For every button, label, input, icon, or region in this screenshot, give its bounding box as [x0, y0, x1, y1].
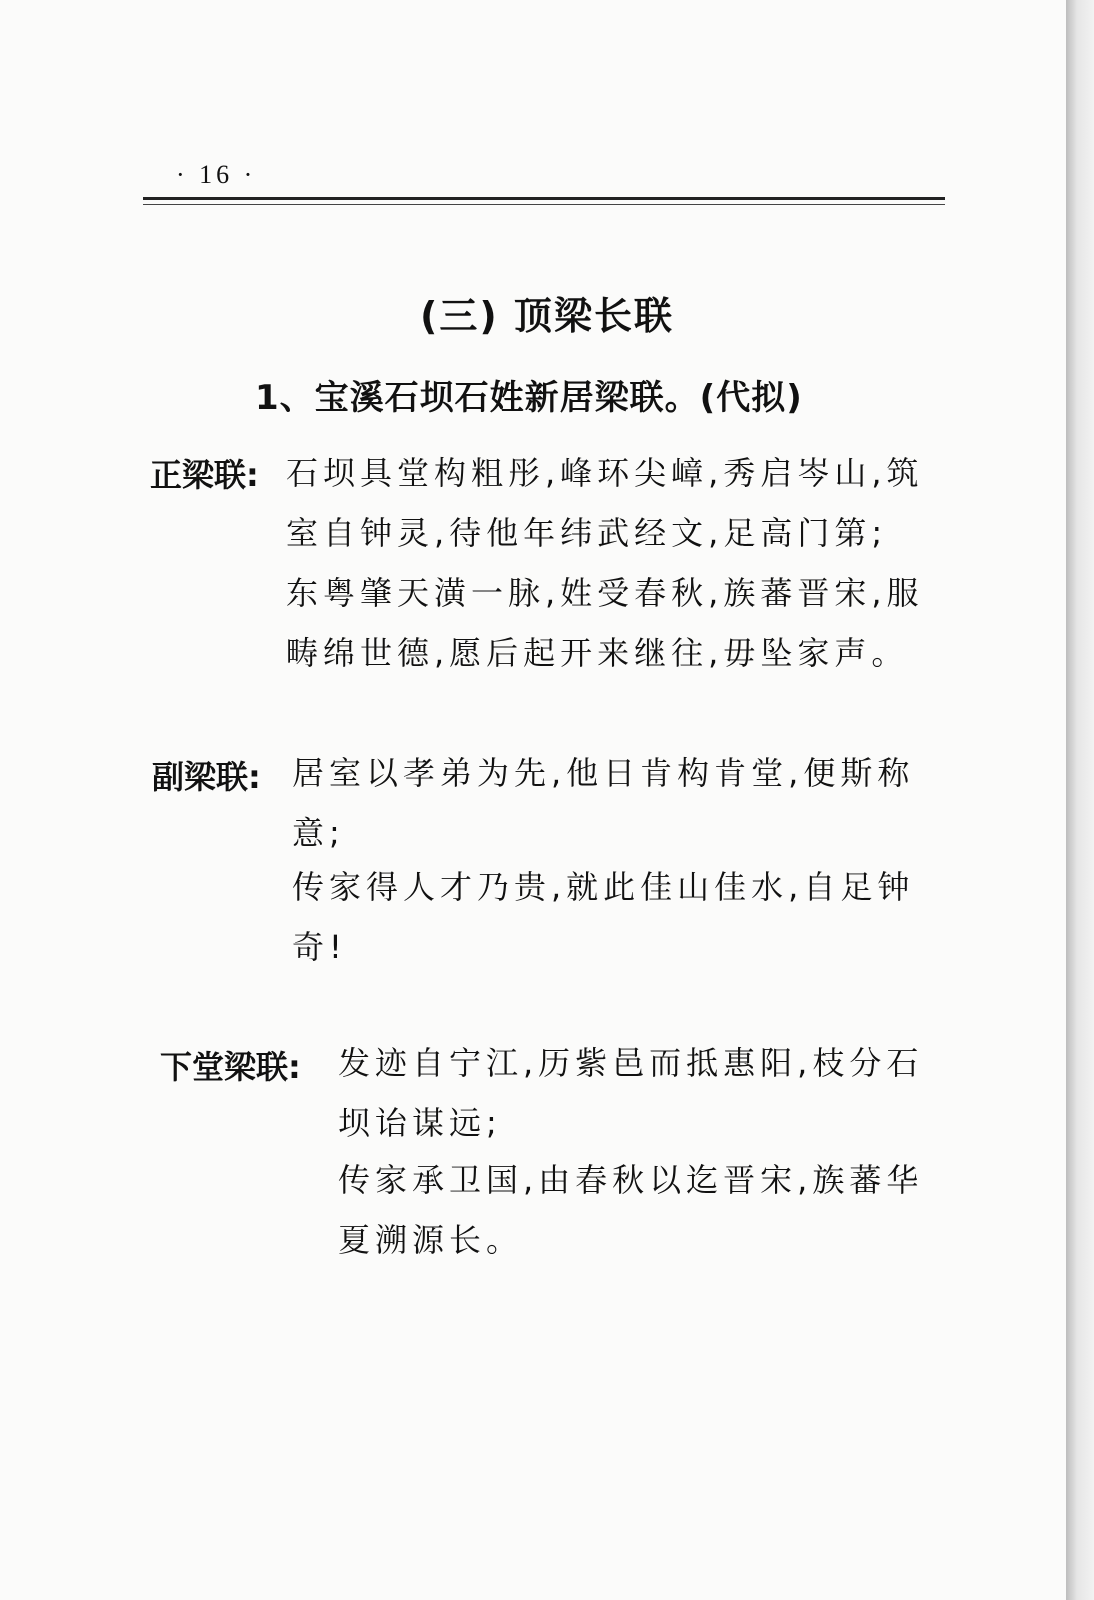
couplet-line: 坝诒谋远; [338, 1104, 502, 1142]
couplet-line: 发迹自宁江,历紫邑而抵惠阳,枝分石 [338, 1044, 924, 1082]
page-edge-shadow [1066, 0, 1094, 1600]
couplet-line: 夏溯源长。 [338, 1221, 524, 1259]
couplet-line: 石坝具堂构粗彤,峰环尖嶂,秀启岑山,筑 [286, 454, 924, 492]
subtitle: 1、宝溪石坝石姓新居梁联。(代拟) [255, 378, 803, 418]
couplet-line: 畴绵世德,愿后起开来继往,毋坠家声。 [286, 634, 909, 672]
header-rule-thin [143, 204, 945, 205]
couplet-line: 传家得人才乃贵,就此佳山佳水,自足钟 [292, 868, 915, 906]
couplet-line: 居室以孝弟为先,他日肯构肯堂,便斯称 [292, 754, 915, 792]
couplet-line: 奇! [292, 928, 347, 966]
header-rule-thick [143, 197, 945, 200]
page-number: · 16 · [176, 160, 257, 189]
couplet-line: 传家承卫国,由春秋以迄晋宋,族蕃华 [338, 1161, 924, 1199]
section-title: (三) 顶梁长联 [420, 294, 674, 338]
couplet-label-lower-hall-beam: 下堂梁联: [160, 1048, 301, 1086]
couplet-line: 东粤肇天潢一脉,姓受春秋,族蕃晋宋,服 [286, 574, 924, 612]
couplet-line: 意; [292, 814, 345, 852]
couplet-label-secondary-beam: 副梁联: [152, 758, 261, 796]
couplet-label-main-beam: 正梁联: [150, 456, 259, 494]
couplet-line: 室自钟灵,待他年纬武经文,足高门第; [286, 514, 888, 552]
